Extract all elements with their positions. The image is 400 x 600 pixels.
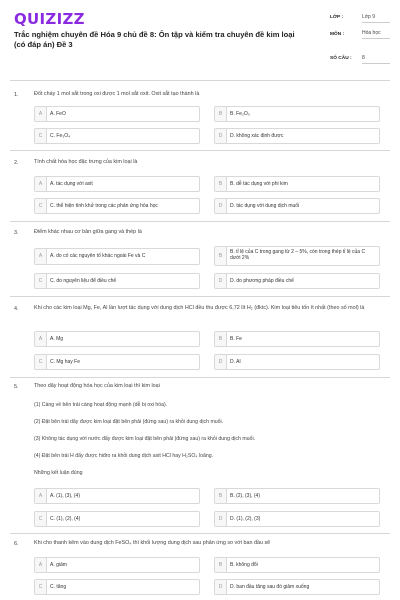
option-text: D. Al [230, 359, 241, 365]
option-text: A. giảm [50, 562, 67, 568]
option-text: C. Mg hay Fe [50, 359, 81, 365]
option-letter: A [35, 249, 47, 264]
option-letter: B [215, 247, 227, 265]
option-text: A. tác dụng với axit [50, 181, 93, 187]
option-letter: A [35, 558, 47, 572]
class-value: Lớp 9 [362, 14, 390, 23]
statement-2: (2) Đặt bên trái dãy được kim loại đặt bên phải (đứng sau) ra khỏi dung dịch muối. [34, 419, 224, 425]
question-number: 4. [14, 306, 19, 312]
option-letter: C [35, 355, 47, 369]
option-letter: B [215, 332, 227, 346]
option-text: D. ban đầu tăng sau đó giảm xuống [230, 584, 310, 590]
option-text: A. do có các nguyên tố khác ngoài Fe và C [50, 253, 146, 259]
option-d[interactable] [214, 511, 380, 527]
option-b[interactable] [214, 331, 380, 347]
question-number: 2. [14, 160, 19, 166]
question-divider [10, 221, 390, 222]
question-text: Theo dãy hoạt động hóa học của kim loại thì kim loại [34, 383, 160, 389]
question-divider [10, 533, 390, 534]
option-b[interactable] [214, 557, 380, 573]
option-letter: A [35, 107, 47, 121]
conclusion-prompt: Những kết luận đúng [34, 470, 83, 476]
question-text: Đốt cháy 1 mol sắt trong oxi được 1 mol sắt oxit. Oxit sắt tạo thành là [34, 91, 200, 97]
option-letter: D [215, 512, 227, 526]
question-number: 5. [14, 384, 19, 390]
option-text: B. không đổi [230, 562, 258, 568]
statement-3: (3) Không tác dụng với nước đẩy được kim loại đặt bên phải (đứng sau) ra khỏi dung dịch muối. [34, 436, 256, 442]
option-d[interactable] [214, 128, 380, 144]
option-letter: B [215, 558, 227, 572]
option-c[interactable] [34, 273, 200, 289]
question-divider [10, 377, 390, 378]
option-b[interactable] [214, 246, 380, 266]
option-d[interactable] [214, 354, 380, 370]
option-letter: C [35, 129, 47, 143]
option-letter: D [215, 274, 227, 288]
option-text: D. tác dụng với dung dịch muối [230, 203, 300, 209]
header-divider [10, 80, 390, 81]
option-text: D. (1), (2), (3) [230, 516, 261, 522]
option-text: C. (1), (2), (4) [50, 516, 81, 522]
option-letter: D [215, 129, 227, 143]
option-c[interactable] [34, 128, 200, 144]
worksheet-title: Trắc nghiệm chuyên đề Hóa 9 chủ đề 8: Ôn tập và kiểm tra chuyên đề kim loại (có đáp án) Đề 3 [14, 30, 295, 49]
option-c[interactable] [34, 354, 200, 370]
option-text: D. do phương pháp điều chế [230, 278, 294, 284]
statement-1: (1) Càng về bên trái càng hoạt động mạnh (dễ bị oxi hóa). [34, 402, 168, 408]
option-text: C. thể hiện tính khử trong các phản ứng hóa học [50, 203, 158, 209]
question-number: 3. [14, 230, 19, 236]
option-letter: B [215, 107, 227, 121]
question-number: 6. [14, 541, 19, 547]
question-text: Tính chất hóa học đặc trưng của kim loại là [34, 159, 138, 165]
option-letter: C [35, 512, 47, 526]
option-c[interactable] [34, 579, 200, 595]
option-d[interactable] [214, 198, 380, 214]
option-text: A. Mg [50, 336, 64, 342]
option-text: C. do nguyên liệu để điều chế [50, 278, 117, 284]
option-a[interactable] [34, 331, 200, 347]
option-a[interactable] [34, 557, 200, 573]
option-b[interactable] [214, 488, 380, 504]
question-text: Khi cho thanh kẽm vào dung dịch FeSO₄ thì khối lượng dung dịch sau phản ứng so với ban đầu sẽ [34, 540, 271, 546]
class-label: LỚP : [330, 15, 344, 20]
option-text: A. (1), (3), (4) [50, 493, 81, 499]
option-a[interactable] [34, 488, 200, 504]
question-text: Điểm khác nhau cơ bản giữa gang và thép là [34, 229, 142, 235]
question-number: 1. [14, 92, 19, 98]
worksheet-header [0, 0, 400, 86]
quizizz-logo: QUIZIZZ [14, 10, 85, 28]
option-letter: D [215, 199, 227, 213]
option-a[interactable] [34, 106, 200, 122]
option-text: B. Fe [230, 336, 242, 342]
option-a[interactable] [34, 176, 200, 192]
option-d[interactable] [214, 273, 380, 289]
option-c[interactable] [34, 511, 200, 527]
option-text: B. Fe₂O₃ [230, 111, 250, 117]
question-count-label: SỐ CÂU : [330, 56, 352, 61]
option-letter: B [215, 489, 227, 503]
question-divider [10, 150, 390, 151]
option-text: B. tỉ lệ của C trong gang từ 2 – 5%, còn trong thép tỉ lệ của C dưới 2% [230, 249, 366, 261]
option-letter: B [215, 177, 227, 191]
subject-value: Hóa học [362, 30, 390, 39]
option-letter: D [215, 355, 227, 369]
option-b[interactable] [214, 176, 380, 192]
option-text: B. dễ tác dụng với phi kim [230, 181, 288, 187]
option-text: B. (2), (3), (4) [230, 493, 261, 499]
option-letter: C [35, 580, 47, 594]
option-text: C. Fe₃O₄ [50, 133, 71, 139]
option-d[interactable] [214, 579, 380, 595]
option-letter: A [35, 177, 47, 191]
option-b[interactable] [214, 106, 380, 122]
question-text: Khi cho các kim loại Mg, Fe, Al lần lượt tác dụng với dung dịch HCl đều thu được 6,72 lít H₂ (đktc). Kim loại tiêu tốn ít nhất (theo số mol) là [34, 305, 365, 311]
option-text: D. không xác định được [230, 133, 284, 139]
subject-label: MÔN : [330, 32, 345, 37]
option-text: A. FeO [50, 111, 66, 117]
statement-4: (4) Đặt bên trái H đẩy được hiđro ra khỏi dung dịch axit HCl hay H₂SO₄ loãng. [34, 453, 214, 459]
option-letter: C [35, 274, 47, 288]
option-letter: C [35, 199, 47, 213]
option-text: C. tăng [50, 584, 67, 590]
option-letter: A [35, 332, 47, 346]
option-a[interactable] [34, 248, 200, 265]
option-letter: A [35, 489, 47, 503]
question-count-value: 8 [362, 55, 390, 64]
option-c[interactable] [34, 198, 200, 214]
option-letter: D [215, 580, 227, 594]
question-divider [10, 296, 390, 297]
